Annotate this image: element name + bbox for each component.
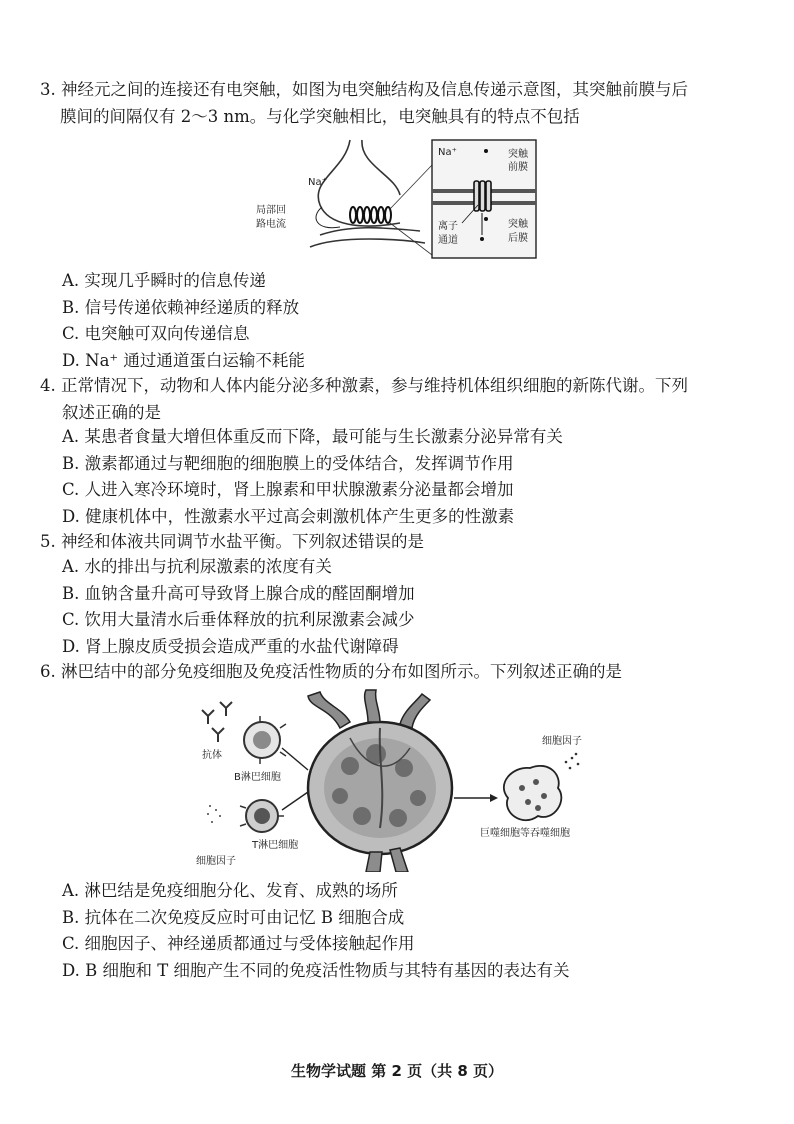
pre-membrane-label-1: 突触 [508, 149, 528, 160]
na-label-left: Na⁺ [308, 177, 327, 188]
b-cell-label: B淋巴细胞 [234, 772, 281, 783]
post-membrane-label-2: 后膜 [508, 233, 528, 244]
question-3-option-a[interactable]: A. 实现几乎瞬时的信息传递 [62, 271, 266, 290]
question-6-options [62, 878, 762, 984]
question-3-options [62, 268, 762, 374]
question-3-option-b[interactable]: B. 信号传递依赖神经递质的释放 [62, 297, 300, 317]
electrical-synapse-diagram [250, 135, 540, 263]
question-4-option-a[interactable]: A. 某患者食量大增但体重反而下降，最可能与生长激素分泌异常有关 [62, 427, 563, 446]
post-membrane-label-1: 突触 [508, 219, 528, 230]
question-6-option-d[interactable]: D. B 细胞和 T 细胞产生不同的免疫活性物质与其特有基因的表达有关 [62, 960, 570, 980]
t-cell-label: T淋巴细胞 [252, 840, 299, 851]
question-6-option-a[interactable]: A. 淋巴结是免疫细胞分化、发育、成熟的场所 [62, 881, 398, 900]
cytokine-label-left: 细胞因子 [196, 856, 236, 867]
na-label-box: Na⁺ [438, 147, 457, 158]
local-current-label-1: 局部回 [256, 205, 286, 216]
question-4-option-b[interactable]: B. 激素都通过与靶细胞的细胞膜上的受体结合，发挥调节作用 [62, 453, 514, 473]
question-4-stem-line2: 叙述正确的是 [62, 403, 161, 422]
question-4 [40, 372, 760, 426]
question-6-option-b[interactable]: B. 抗体在二次免疫反应时可由记忆 B 细胞合成 [62, 907, 405, 927]
question-3-option-c[interactable]: C. 电突触可双向传递信息 [62, 324, 250, 343]
local-current-label-2: 路电流 [256, 219, 286, 230]
question-4-option-c[interactable]: C. 人进入寒冷环境时，肾上腺素和甲状腺激素分泌量都会增加 [62, 480, 514, 499]
question-5-options [62, 554, 762, 660]
lymph-node-diagram [190, 688, 620, 872]
question-4-stem-line1: 4. 正常情况下，动物和人体内能分泌多种激素，参与维持机体组织细胞的新陈代谢。下列 [40, 376, 688, 395]
question-6-option-c[interactable]: C. 细胞因子、神经递质都通过与受体接触起作用 [62, 934, 415, 953]
question-4-options [62, 424, 762, 530]
question-5-option-c[interactable]: C. 饮用大量清水后垂体释放的抗利尿激素会减少 [62, 610, 415, 629]
question-5-option-a[interactable]: A. 水的排出与抗利尿激素的浓度有关 [62, 557, 332, 576]
question-3-option-d[interactable]: D. Na⁺ 通过通道蛋白运输不耗能 [62, 350, 305, 370]
question-3-stem-line1: 3. 神经元之间的连接还有电突触，如图为电突触结构及信息传递示意图，其突触前膜与后 [40, 80, 688, 99]
antibody-label: 抗体 [202, 750, 222, 761]
question-6-stem-line1: 6. 淋巴结中的部分免疫细胞及免疫活性物质的分布如图所示。下列叙述正确的是 [40, 662, 622, 681]
question-3-stem-line2: 膜间的间隔仅有 2～3 nm。与化学突触相比，电突触具有的特点不包括 [60, 107, 580, 126]
question-5-stem-line1: 5. 神经和体液共同调节水盐平衡。下列叙述错误的是 [40, 532, 424, 551]
electrical-synapse-figure [250, 135, 540, 263]
pre-membrane-label-2: 前膜 [508, 162, 528, 173]
lymph-node-figure [190, 688, 620, 872]
macrophage-label: 巨噬细胞等吞噬细胞 [480, 828, 570, 839]
question-5-option-b[interactable]: B. 血钠含量升高可导致肾上腺合成的醛固酮增加 [62, 583, 415, 603]
question-6 [40, 658, 760, 685]
ion-channel-label-1: 离子 [438, 221, 458, 232]
page-footer: 生物学试题 第 2 页（共 8 页） [291, 1062, 503, 1080]
question-5-option-d[interactable]: D. 肾上腺皮质受损会造成严重的水盐代谢障碍 [62, 636, 399, 656]
ion-channel-label-2: 通道 [438, 235, 458, 246]
question-4-option-d[interactable]: D. 健康机体中，性激素水平过高会刺激机体产生更多的性激素 [62, 506, 515, 526]
cytokine-label-right: 细胞因子 [542, 736, 582, 747]
question-5 [40, 528, 760, 555]
question-3 [40, 76, 760, 130]
